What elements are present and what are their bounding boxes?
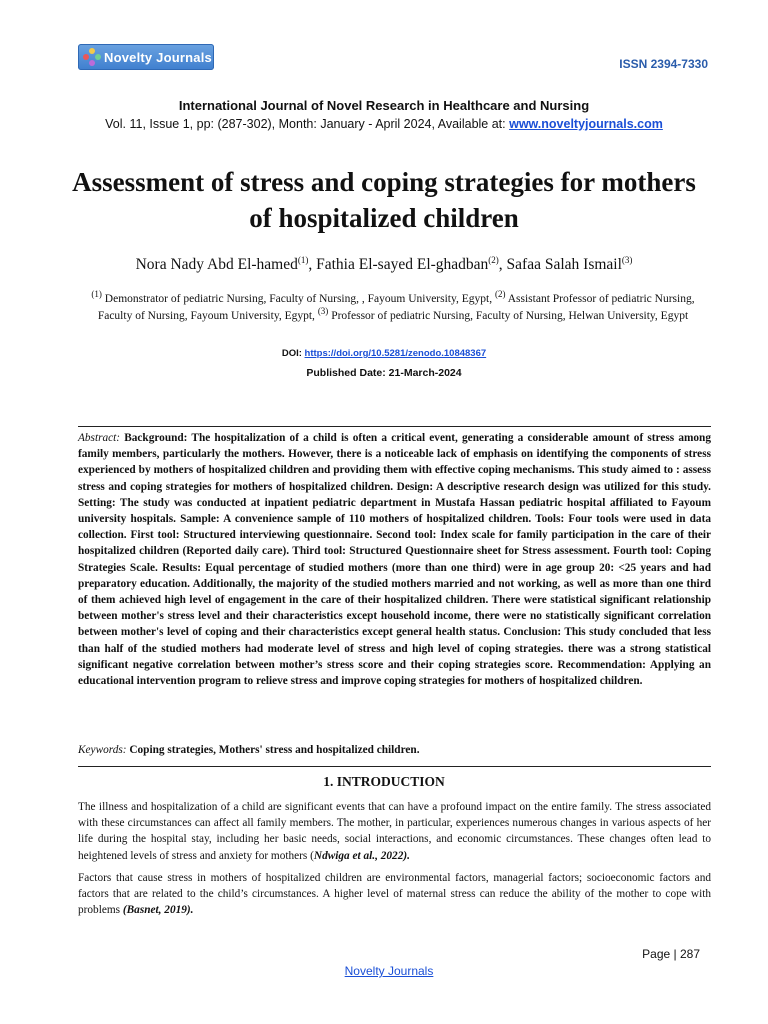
abstract-text: Background: The hospitalization of a child is often a critical event, generating a considerable amount of stress among family members, particularly the mothers. However, there is a noticeable lack of emphasis on identifying the components of stress experienced by mothers of hospitalized children and providing them with effective coping mechanisms. This study aimed to : assess stress and coping strategies for mothers of hospitalized children. Design: A descriptive research design was utilized for this study. Setting: The study was conducted at inpatient pediatric department in Mustafa Hassan pediatric hospital affiliated to Fayoum university hospitals. Sample: A convenience sample of 110 mothers of hospitalized children. Tools: Four tools were used in data collection. First tool: Structured interviewing questionnaire. Second tool: Index scale for family participation in the care of their hospitalized children (Reported daily care). Third tool: Structured Questionnaire sheet for Stress assessment. Fourth tool: Coping Strategies Scale. Results: Equal percentage of studied mothers (more than one third) were in age group 20: <25 years and had preparatory education. Additionally, the majority of the studied mothers married and not working, as well as more than one third of them achieved high level of engagement in the care of their hospitalized children. There were statistical significant relationship between mother's stress level and their characteristics except household income, there were no statistically significant correlation between mother's level of coping and their characteristics except general health status. Conclusion: This study concluded that less than half of the studied mothers had moderate level of stress and high level of coping strategies. there was a strong statistical significant negative correlation between mother’s stress score and their coping strategies score. Recommendation: Applying an educational intervention program to relieve stress and improve coping strategies for mothers of hospitalized children. xyxy=(78,432,711,688)
doi-link[interactable]: https://doi.org/10.5281/zenodo.10848367 xyxy=(304,348,487,359)
paragraph-text: The illness and hospitalization of a child are significant events that can have a profound impact on the entire family. The stress associated with these circumstances can affect all family members. The mother, in particular, experiences numerous changes in various aspects of her life during the hospital stay, including her basic needs, social interactions, and economic circumstances. These changes often lead to heightened levels of stress and anxiety for mothers ( xyxy=(78,801,711,862)
paragraph xyxy=(78,870,711,919)
journal-website-link[interactable]: www.noveltyjournals.com xyxy=(509,117,663,131)
affiliation-marker: (3) xyxy=(317,305,329,316)
author-separator: , xyxy=(498,256,507,273)
keywords-text: Coping strategies, Mothers' stress and hospitalized children. xyxy=(126,744,420,756)
volume-info: Vol. 11, Issue 1, pp: (287-302), Month: January - April 2024, Available at: xyxy=(105,117,510,131)
molecule-logo-icon xyxy=(83,48,101,66)
article-title: Assessment of stress and coping strategies for mothers of hospitalized children xyxy=(72,167,696,233)
paragraph xyxy=(78,799,711,864)
author-list xyxy=(0,256,768,274)
affiliation-marker: (1) xyxy=(91,289,102,300)
affiliations xyxy=(78,291,708,324)
author-marker: (1) xyxy=(297,254,309,265)
author-separator: , xyxy=(308,256,317,273)
footer xyxy=(0,964,768,978)
keywords xyxy=(78,744,711,756)
section-heading: 1. INTRODUCTION xyxy=(323,774,445,789)
published-date: Published Date: 21-March-2024 xyxy=(306,367,462,379)
doi-line xyxy=(0,348,768,359)
journal-name: International Journal of Novel Research in Healthcare and Nursing xyxy=(178,98,590,113)
author-name: Safaa Salah Ismail xyxy=(506,256,622,273)
author-marker: (2) xyxy=(488,254,499,265)
page-number: Page | 287 xyxy=(642,947,700,961)
affiliation-marker: (2) xyxy=(494,289,506,300)
author-name: Fathia El-sayed El-ghadban xyxy=(316,256,489,273)
citation: (Basnet, 2019). xyxy=(122,904,194,917)
affiliation-text: Assistant Professor of pediatric Nursing, Faculty of Nursing, Fayoum University, Egypt, xyxy=(97,293,695,322)
divider xyxy=(78,766,711,767)
citation: Ndwiga et al., 2022). xyxy=(313,849,410,862)
author-marker: (3) xyxy=(621,254,633,265)
author-name: Nora Nady Abd El-hamed xyxy=(135,256,298,273)
publisher-logo[interactable] xyxy=(78,44,214,70)
affiliation-text: Professor of pediatric Nursing, Faculty of Nursing, Helwan University, Egypt xyxy=(328,309,689,322)
abstract xyxy=(78,430,711,689)
abstract-label: Abstract: xyxy=(78,432,121,444)
paragraph-text: Factors that cause stress in mothers of hospitalized children are environmental factors, managerial factors; socioeconomic factors and factors that are related to the child’s circumstances. A higher level of maternal stress can reduce the ability of the mother to cope with problems xyxy=(78,872,711,917)
divider xyxy=(78,426,711,427)
publisher-footer-link[interactable]: Novelty Journals xyxy=(344,964,434,978)
volume-line xyxy=(0,117,768,131)
doi-label: DOI: xyxy=(281,348,305,359)
logo-text: Novelty Journals xyxy=(104,49,212,65)
affiliation-text: Demonstrator of pediatric Nursing, Faculty of Nursing, , Fayoum University, Egypt, xyxy=(101,293,495,305)
keywords-label: Keywords: xyxy=(78,744,127,756)
issn-label: ISSN 2394-7330 xyxy=(619,57,708,71)
